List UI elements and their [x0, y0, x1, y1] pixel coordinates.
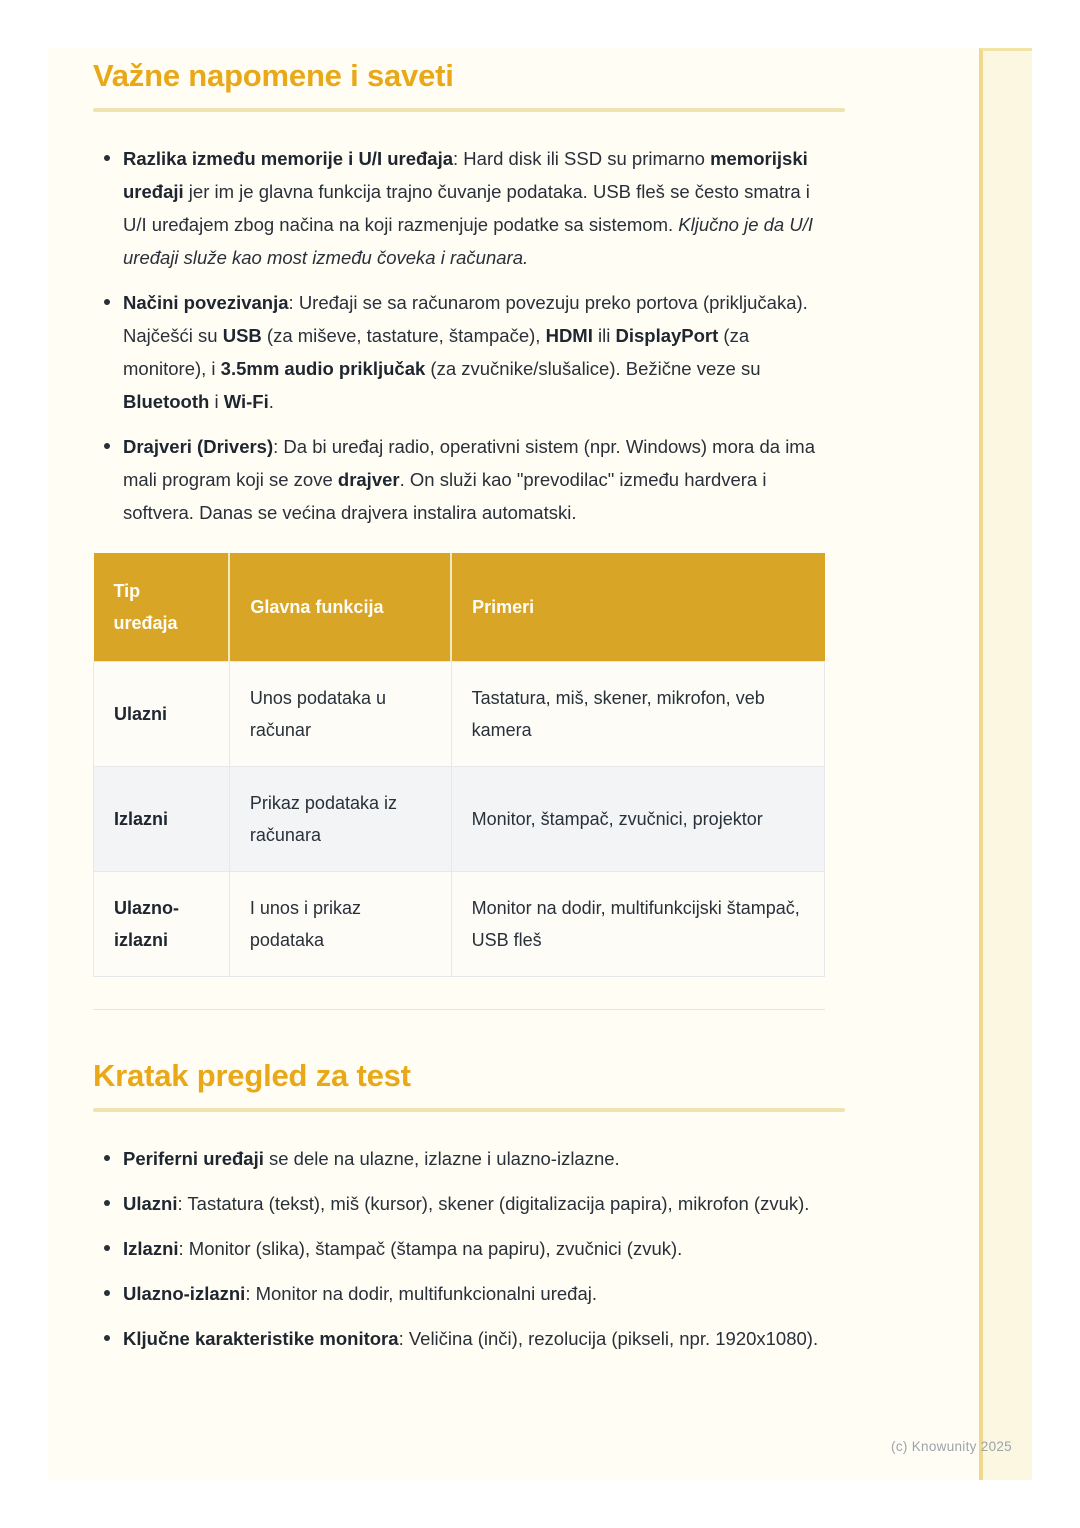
table-cell: Unos podataka u računar: [229, 662, 451, 767]
list-item: Drajveri (Drivers): Da bi uređaj radio, operativni sistem (npr. Windows) mora da ima mali program koji se zove drajver. On služi kao "prevodilac" između hardvera i softvera. Danas se većina drajvera instalira automatski.: [93, 430, 830, 529]
list-item: Ulazni: Tastatura (tekst), miš (kursor), skener (digitalizacija papira), mikrofon (zvuk).: [93, 1187, 830, 1220]
table-header-cell: Primeri: [451, 553, 824, 662]
list-item: Ključne karakteristike monitora: Veličina (inči), rezolucija (pikseli, npr. 1920x1080).: [93, 1322, 830, 1355]
table-cell: Prikaz podataka iz računara: [229, 767, 451, 872]
table-header-row: [94, 553, 825, 662]
device-types-table: [93, 553, 825, 977]
section-title-notes: Važne napomene i saveti: [93, 58, 454, 93]
table-cell: Izlazni: [94, 767, 230, 872]
title-underline: [93, 108, 845, 112]
list-item: Periferni uređaji se dele na ulazne, izlazne i ulazno-izlazne.: [93, 1142, 830, 1175]
section-divider: [93, 1009, 825, 1010]
table-cell: I unos i prikaz podataka: [229, 872, 451, 977]
table-row: [94, 767, 825, 872]
section-title-review: Kratak pregled za test: [93, 1058, 411, 1093]
title-underline: [93, 1108, 845, 1112]
table-header-cell: Tip uređaja: [94, 553, 230, 662]
list-item: Razlika između memorije i U/I uređaja: Hard disk ili SSD su primarno memorijski uređaji jer im je glavna funkcija trajno čuvanje podataka. USB fleš se često smatra i U/I uređajem zbog načina na koji razmenjuje podatke sa sistemom. Ključno je da U/I uređaji služe kao most između čoveka i računara.: [93, 142, 830, 274]
table-header-cell: Glavna funkcija: [229, 553, 451, 662]
review-bullet-list: [93, 1142, 830, 1355]
notes-bullet-list: [93, 142, 830, 529]
table-cell: Ulazno-izlazni: [94, 872, 230, 977]
table-row: [94, 662, 825, 767]
page-content: [48, 48, 848, 1355]
table-row: [94, 872, 825, 977]
list-item: Načini povezivanja: Uređaji se sa računarom povezuju preko portova (priključaka). Najčešći su USB (za miševe, tastature, štampače), HDMI ili DisplayPort (za monitore), i 3.5mm audio priključak (za zvučnike/slušalice). Bežične veze su Bluetooth i Wi-Fi.: [93, 286, 830, 418]
table-cell: Ulazni: [94, 662, 230, 767]
copyright-notice: (c) Knowunity 2025: [891, 1439, 1012, 1454]
document-page: [48, 48, 1032, 1480]
table-cell: Tastatura, miš, skener, mikrofon, veb kamera: [451, 662, 824, 767]
list-item: Ulazno-izlazni: Monitor na dodir, multifunkcionalni uređaj.: [93, 1277, 830, 1310]
table-cell: Monitor, štampač, zvučnici, projektor: [451, 767, 824, 872]
list-item: Izlazni: Monitor (slika), štampač (štampa na papiru), zvučnici (zvuk).: [93, 1232, 830, 1265]
table-cell: Monitor na dodir, multifunkcijski štampač, USB fleš: [451, 872, 824, 977]
page-edge-decoration: [979, 48, 1032, 1480]
